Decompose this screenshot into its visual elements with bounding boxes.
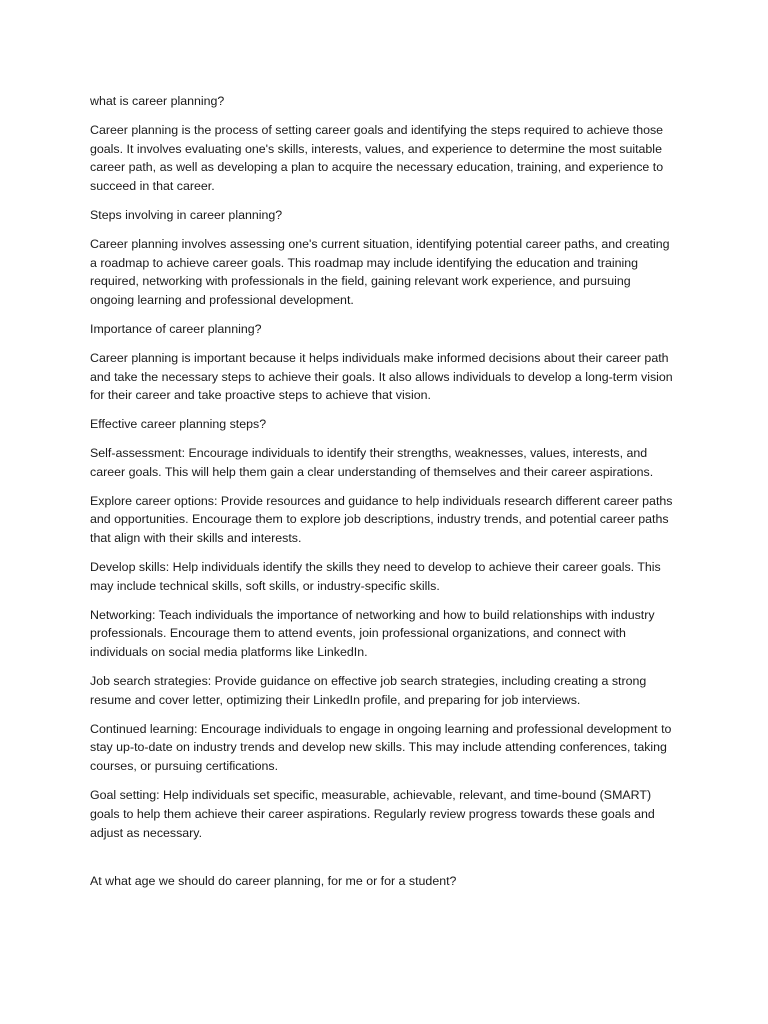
- question-effective-steps: Effective career planning steps?: [90, 417, 267, 432]
- question-age: At what age we should do career planning, for me or for a student?: [90, 874, 457, 889]
- paragraph-explore-career-options: Explore career options: Provide resources and guidance to help individuals research different career paths and opportunities. Encourage them to explore job descriptions, industry trends, and potential career paths that align with their skills and interests.: [90, 493, 673, 546]
- paragraph-networking: Networking: Teach individuals the importance of networking and how to build relationships with industry professionals. Encourage them to attend events, join professional organizations, and connect with individuals on social media platforms like LinkedIn.: [90, 607, 655, 660]
- question-steps: Steps involving in career planning?: [90, 207, 283, 222]
- paragraph-definition: Career planning is the process of setting career goals and identifying the steps required to achieve those goals. It involves evaluating one's skills, interests, values, and experience to determine the most suitable career path, as well as developing a plan to acquire the necessary education, training, and experience to succeed in that career.: [90, 122, 664, 194]
- paragraph-continued-learning: Continued learning: Encourage individuals to engage in ongoing learning and professional development to stay up-to-date on industry trends and develop new skills. This may include attending conferences, taking courses, or pursuing certifications.: [90, 721, 672, 774]
- document-body: [90, 92, 676, 901]
- paragraph-job-search-strategies: Job search strategies: Provide guidance on effective job search strategies, including creating a strong resume and cover letter, optimizing their LinkedIn profile, and preparing for job interviews.: [90, 673, 647, 707]
- paragraph-develop-skills: Develop skills: Help individuals identify the skills they need to develop to achieve their career goals. This may include technical skills, soft skills, or industry-specific skills.: [90, 559, 661, 593]
- paragraph-steps: Career planning involves assessing one's current situation, identifying potential career paths, and creating a roadmap to achieve career goals. This roadmap may include identifying the education and training required, networking with professionals in the field, gaining relevant work experience, and pursuing ongoing learning and professional development.: [90, 236, 670, 308]
- paragraph-importance: Career planning is important because it helps individuals make informed decisions about their career path and take the necessary steps to achieve their goals. It also allows individuals to develop a long-term vision for their career and take proactive steps to achieve that vision.: [90, 350, 673, 403]
- question-what-is-career-planning: what is career planning?: [90, 94, 225, 108]
- paragraph-self-assessment: Self-assessment: Encourage individuals to identify their strengths, weaknesses, values, interests, and career goals. This will help them gain a clear understanding of themselves and their career aspirations.: [90, 445, 654, 479]
- paragraph-goal-setting: Goal setting: Help individuals set specific, measurable, achievable, relevant, and time-bound (SMART) goals to help them achieve their career aspirations. Regularly review progress towards these goals and adjust as necessary.: [90, 787, 655, 840]
- question-importance: Importance of career planning?: [90, 321, 262, 336]
